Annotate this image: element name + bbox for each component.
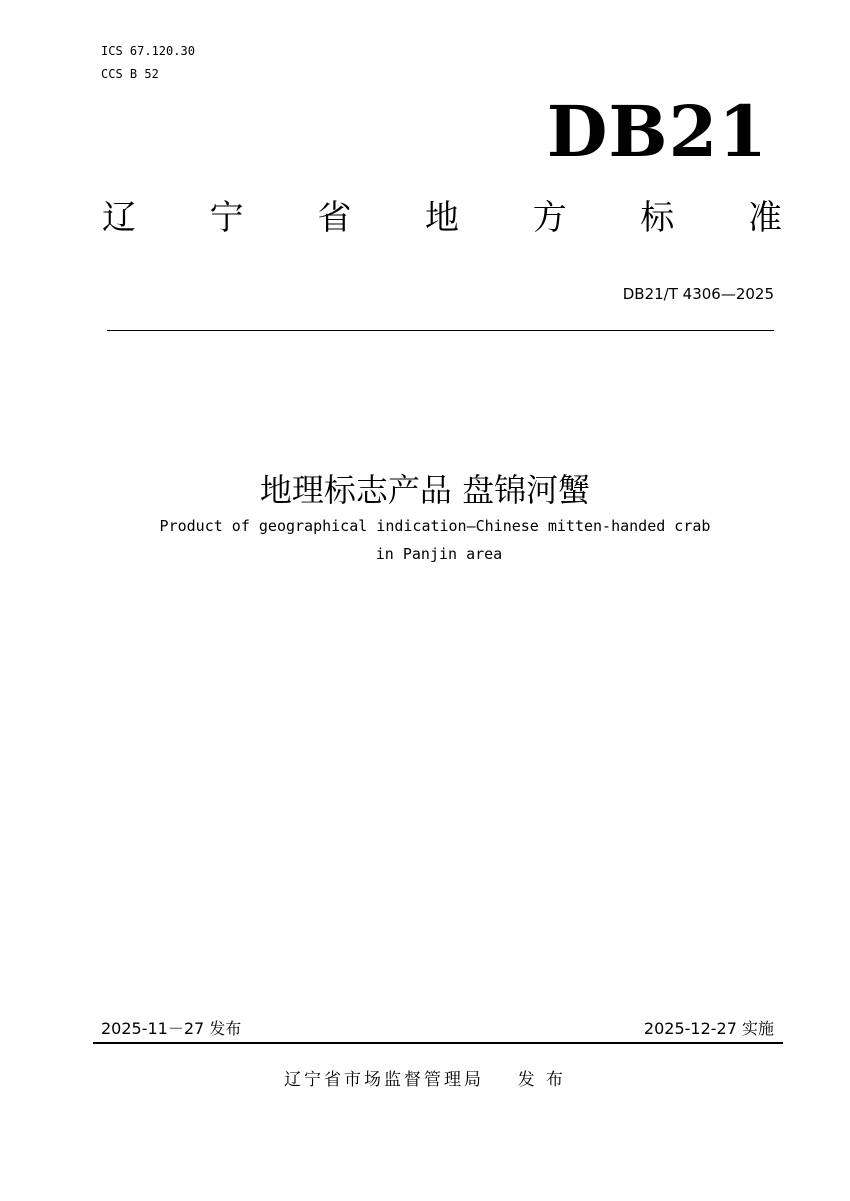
bottom-divider — [93, 1042, 783, 1044]
document-title-en-line1: Product of geographical indication—Chinese mitten-handed crab — [159, 517, 711, 535]
publisher-name: 辽宁省市场监督管理局 — [283, 1070, 484, 1090]
document-title-zh: 地理标志产品 盘锦河蟹 — [259, 471, 591, 509]
top-divider — [107, 330, 774, 331]
publisher-action: 发 布 — [517, 1070, 567, 1090]
standard-type-char: 方 — [532, 198, 567, 238]
standard-type-char: 宁 — [209, 198, 244, 238]
implementation-date: 2025-12-27 实施 — [643, 1019, 774, 1038]
standard-type-char: 标 — [640, 198, 675, 238]
standard-type-char: 省 — [317, 198, 352, 238]
ics-code: ICS 67.120.30 — [101, 44, 195, 58]
standard-type-heading — [102, 196, 782, 240]
document-title-en-line2: in Panjin area — [375, 545, 503, 563]
ccs-code: CCS B 52 — [101, 67, 159, 81]
standard-number: DB21/T 4306—2025 — [622, 285, 774, 303]
standard-type-char: 准 — [747, 198, 782, 238]
standard-type-char: 地 — [424, 198, 459, 238]
publisher-line — [0, 1068, 850, 1092]
db21-logo: DB21 — [546, 90, 768, 173]
standard-type-char: 辽 — [102, 198, 136, 238]
issue-date: 2025-11－27 发布 — [101, 1019, 242, 1038]
